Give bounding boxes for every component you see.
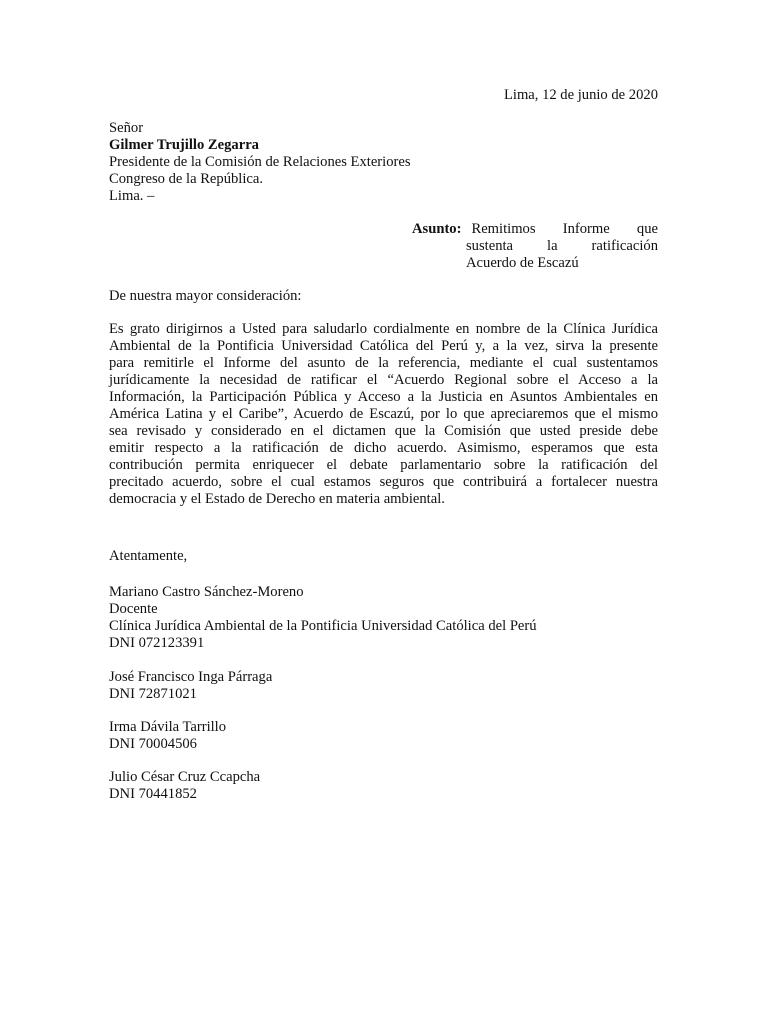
signatory-title: Docente (109, 601, 158, 617)
recipient-name: Gilmer Trujillo Zegarra (109, 137, 259, 153)
signatory-block (109, 669, 669, 703)
recipient-institution: Congreso de la República. (109, 171, 264, 187)
body-line: democracia y el Estado de Derecho en materia ambiental. (109, 491, 445, 507)
body-line: contribución permita enriquecer el debate parlamentario sobre la ratificación del (109, 457, 658, 473)
signatory-name: Mariano Castro Sánchez-Moreno (109, 584, 304, 600)
body-line: América Latina y el Caribe”, Acuerdo de Escazú, por lo que apreciaremos que el mismo (109, 406, 658, 422)
body-line: Ambiental de la Pontificia Universidad Católica del Perú y, a la vez, sirva la presente (109, 338, 658, 354)
subject-line-3: Acuerdo de Escazú (466, 255, 579, 271)
body-line: precitado acuerdo, sobre el cual estamos seguros que contribuirá a fortalecer nuestra (109, 474, 658, 490)
body-line: emitir respecto a la ratificación de dicho acuerdo. Asimismo, esperamos que esta (109, 440, 658, 456)
recipient-city: Lima. – (109, 188, 155, 204)
greeting: De nuestra mayor consideración: (109, 288, 302, 304)
subject-line-1 (471, 221, 658, 238)
signatory-dni: DNI 70004506 (109, 736, 197, 752)
signatory-block (109, 719, 669, 753)
body-line: jurídicamente la necesidad de ratificar el “Acuerdo Regional sobre el Acceso a la (109, 372, 658, 388)
signatory-dni: DNI 70441852 (109, 786, 197, 802)
recipient-block (109, 120, 669, 205)
body-line: sea revisado y considerado en el dictamen que la Comisión que usted preside debe (109, 423, 658, 439)
subject-line-1-text: Remitimos Informe que (471, 221, 658, 237)
body-line: Es grato dirigirnos a Usted para saludarlo cordialmente en nombre de la Clínica Jurídica (109, 321, 658, 337)
signatory-dni: DNI 072123391 (109, 635, 205, 651)
signatory-name: Irma Dávila Tarrillo (109, 719, 227, 735)
signatory-block (109, 584, 669, 652)
subject-label: Asunto: (412, 221, 462, 237)
body-paragraph (109, 321, 658, 508)
recipient-salutation: Señor (109, 120, 144, 136)
subject-block (412, 221, 658, 272)
closing: Atentamente, (109, 548, 188, 564)
signatory-dni: DNI 72871021 (109, 686, 197, 702)
recipient-position: Presidente de la Comisión de Relaciones Exteriores (109, 154, 411, 170)
body-line: para remitirle el Informe del asunto de la referencia, mediante el cual sustentamos (109, 355, 658, 371)
signatory-name: Julio César Cruz Ccapcha (109, 769, 261, 785)
letter-date: Lima, 12 de junio de 2020 (503, 87, 658, 103)
signatory-affiliation: Clínica Jurídica Ambiental de la Pontificia Universidad Católica del Perú (109, 618, 537, 634)
body-line: Información, la Participación Pública y Acceso a la Justicia en Asuntos Ambientales en (109, 389, 658, 405)
subject-line-2: sustenta la ratificación (466, 238, 658, 254)
signatory-block (109, 769, 669, 803)
signatory-name: José Francisco Inga Párraga (109, 669, 273, 685)
